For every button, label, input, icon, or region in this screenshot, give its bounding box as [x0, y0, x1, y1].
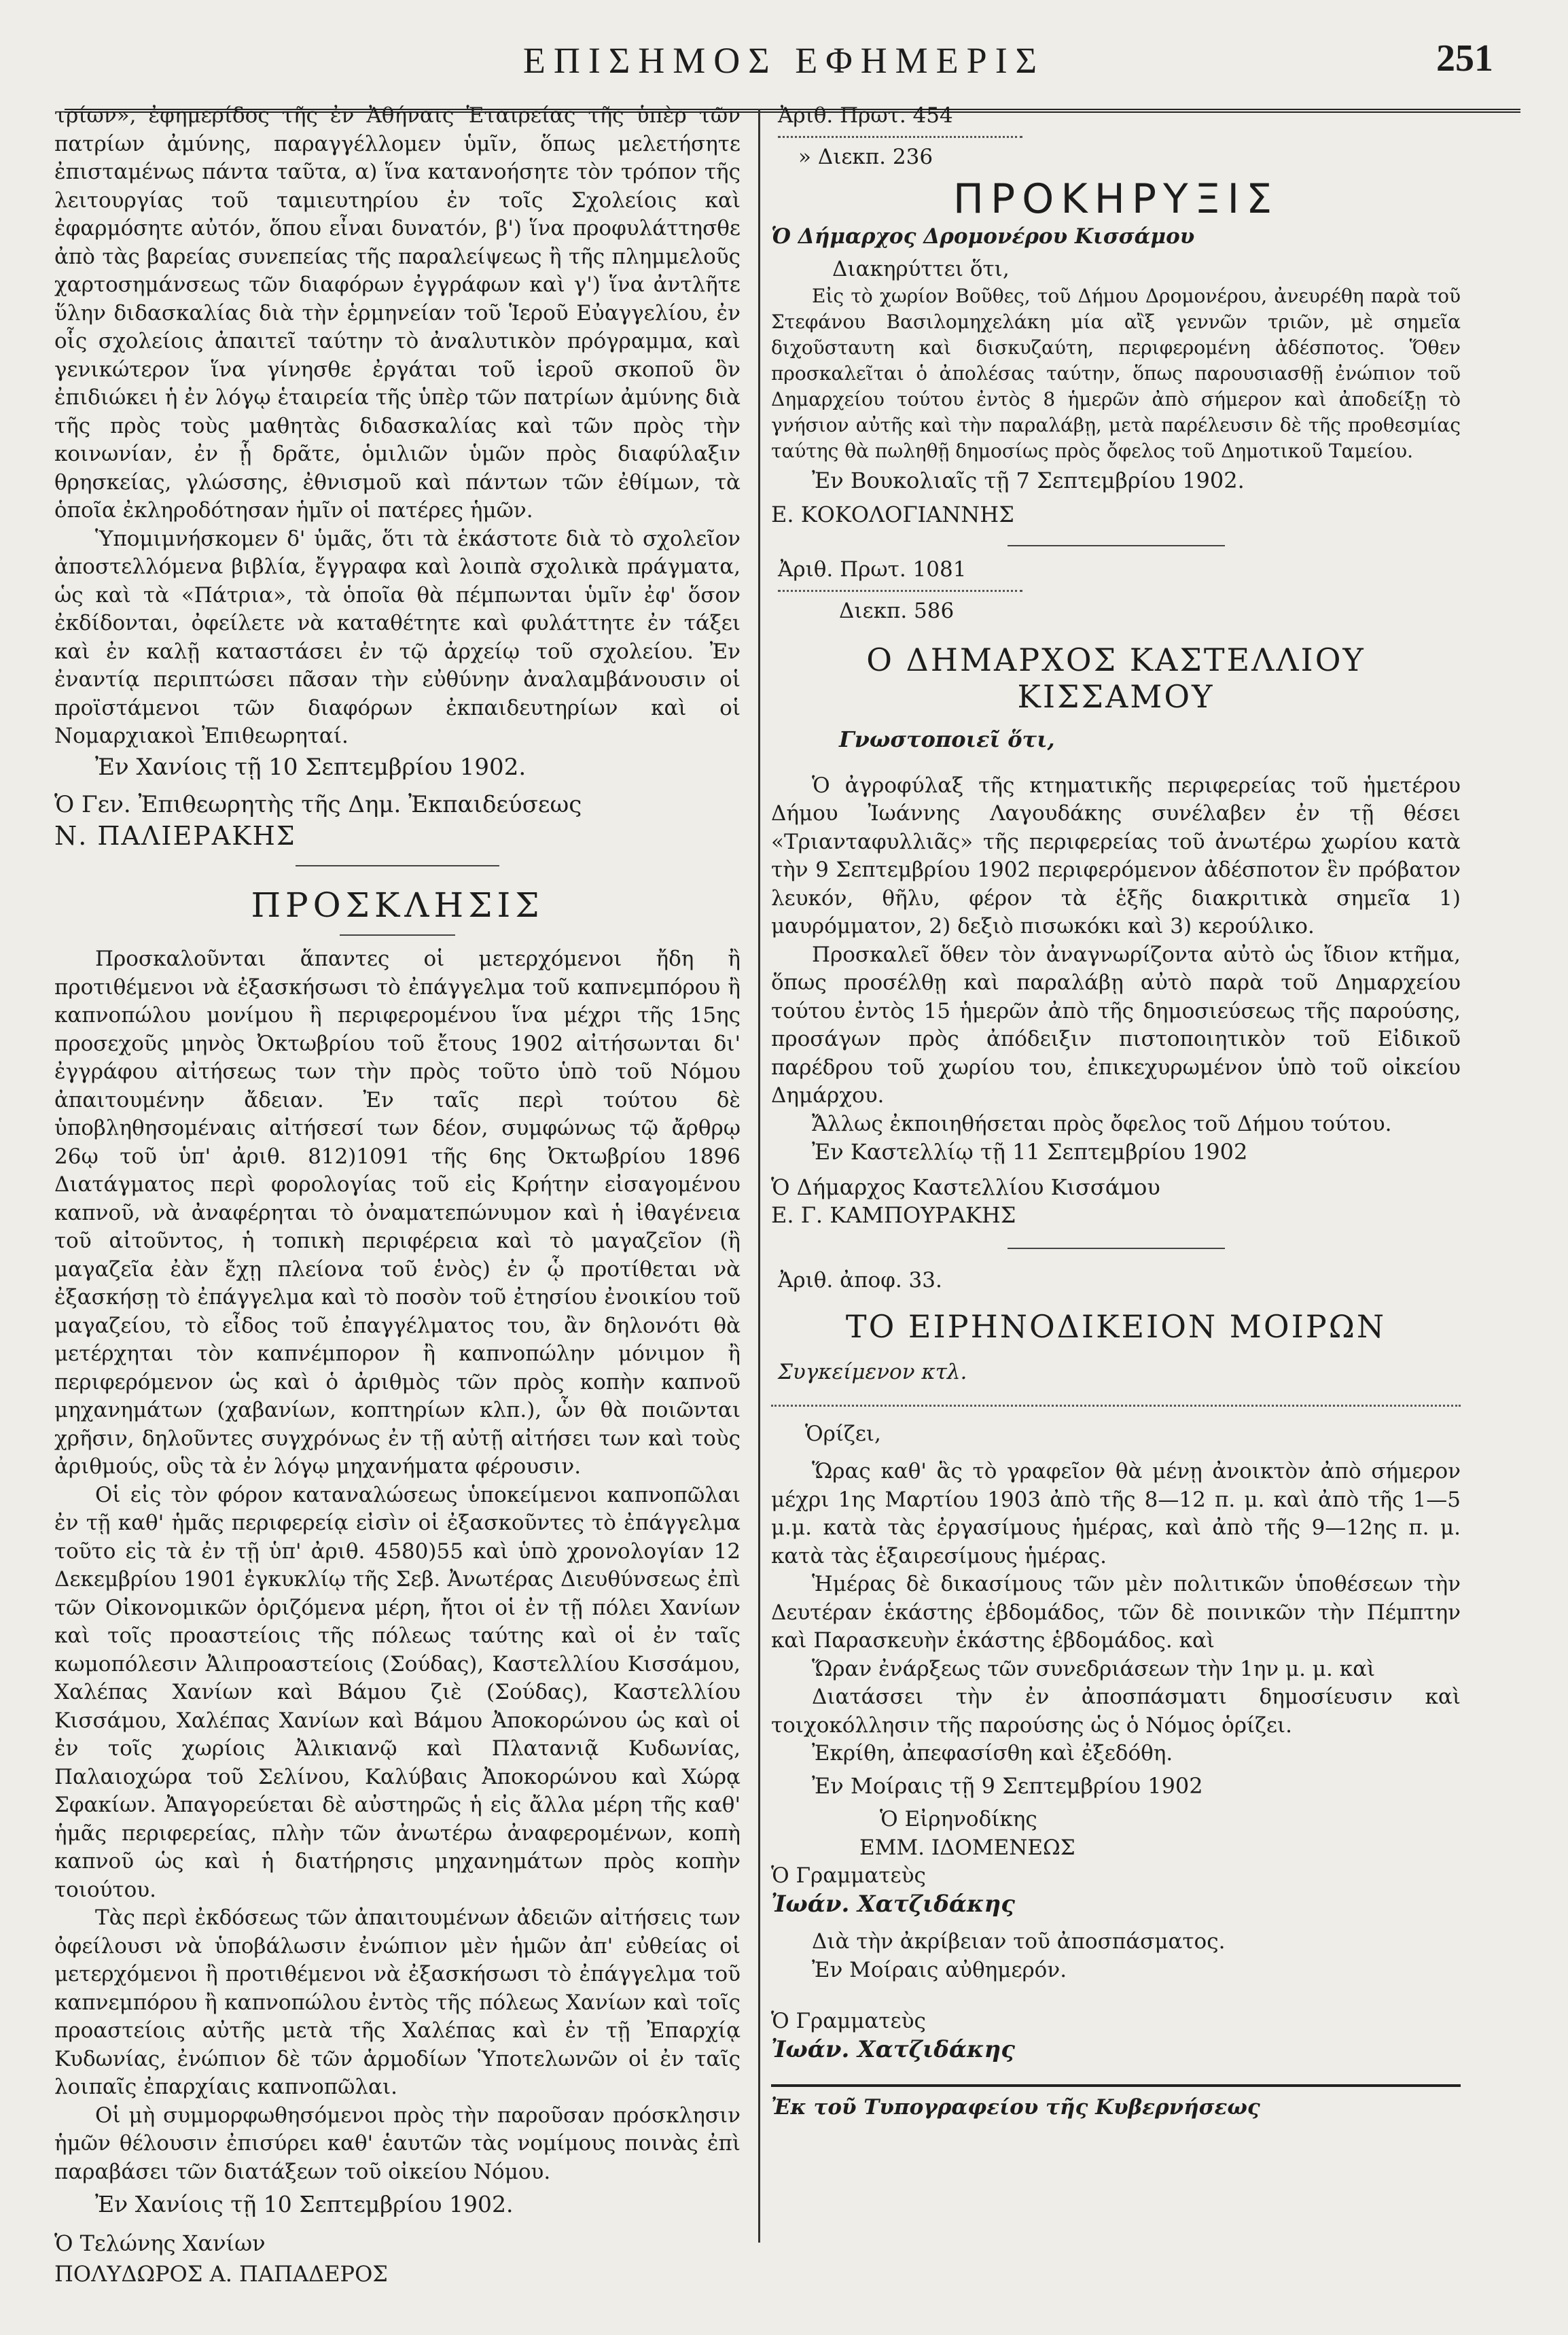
column-divider	[758, 109, 760, 2243]
court-decides: Ὁρίζει,	[805, 1421, 881, 1446]
circular-paragraph: τρίων», ἐφημερίδος τῆς ἐν Ἀθήναις Ἑταιρείας τῆς ὑπὲρ τῶν πατρίων ἀμύνης, παραγγέλλομεν ὑμῖν, ὅπως μελετήσητε ἐπισταμένως πάντα ταῦτα, α) ἵνα κατανοήσητε τὸν τρόπον τῆς λειτουργίας τοῦ ταμιευτηρίου ἐν τοῖς Σχολείοις καὶ ἐφαρμόσητε αὐτόν, ὅπου εἶναι δυνατόν, β') ἵνα προφυλάττησθε ἀπὸ τὰς βαρείας συνεπείας τῆς παραλείψεως ἢ τῆς πλημμελοῦς χαρτοσημάνσεως τῶν διαφόρων ἐγγράφων καὶ γ') ἵνα ἀντλῆτε ὕλην διδασκαλίας διὰ τὴν ἑρμηνείαν τοῦ Ἱεροῦ Εὐαγγελίου, ἐν οἷς σχολείοις ἀπαιτεῖ ταύτην τὸ ἀναλυτικὸν πρόγραμμα, καὶ γενικώτερον ἵνα γίνησθε ἐργάται τοῦ ἱεροῦ σκοποῦ ὃν ἐπιδιώκει ἡ ἐν λόγῳ ἑταιρεία τῆς ὑπὲρ τῶν πατρίων ἀμύνης διὰ τῆς πρὸς τοὺς μαθητὰς διδασκαλίας καὶ τῶν πρὸς τὴν κοινωνίαν, ἐν ᾗ δρᾶτε, ὁμιλιῶν ὑμῶν πρὸς διαφύλαξιν θρησκείας, γλώσσης, ἐθνισμοῦ καὶ πάντων τῶν ἐθίμων, τὰ ὁποῖα ἐκληροδότησαν ἡμῖν οἱ πατέρες ἡμῶν.	[54, 103, 741, 523]
court-paragraph: Ὥρας καθ' ἃς τὸ γραφεῖον θὰ μένῃ ἀνοικτὸν ἀπὸ σήμερον μέχρι 1ης Μαρτίου 1903 ἀπὸ τῆς 8—12 π. μ. καὶ ἀπὸ τῆς 1—5 μ.μ. κατὰ τὰς ἐργασίμους ἡμέρας, καὶ ἀπὸ τῆς 9—12ης π. μ. κατὰ τὰς ἑξαιρεσίμους ἡμέρας.	[771, 1459, 1461, 1568]
court-convened: Συγκείμενον κτλ.	[778, 1360, 967, 1384]
court-date: Ἐν Μοίραις τῇ 9 Σεπτεμβρίου 1902	[812, 1772, 1203, 1799]
proclamation-paragraph: Εἰς τὸ χωρίον Βοῦθες, τοῦ Δήμου Δρομονέρου, ἀνευρέθη παρὰ τοῦ Στεφάνου Βασιλομηχελάκη μία αἲξ γεννῶν τριῶν, μὲ σημεῖα διχοῦσταυτη καὶ δισκυζαύτη, περιφερομένη ἀδέσποτος. Ὅθεν προσκαλεῖται ὁ ἀπολέσας ταύτην, ὅπως παρουσιασθῇ ἐνώπιον τοῦ Δημαρχείου τούτου ἐντὸς 8 ἡμερῶν ἀπὸ σήμερον καὶ ἀποδείξῃ τὸ γνήσιον αὐτῆς καὶ τὴν παραλάβῃ, μετὰ παρέλευσιν δὲ τῆς προθεσμίας ταύτης θὰ πωληθῇ δημοσίως πρὸς ὄφελος τοῦ Δημοτικοῦ Ταμείου.	[771, 285, 1461, 462]
mayor-heading: Ο ΔΗΜΑΡΧΟΣ ΚΑΣΤΕΛΛΙΟΥ ΚΙΣΣΑΜΟΥ	[866, 642, 1366, 715]
circular-paragraph: Ὑπομιμνήσκομεν δ' ὑμᾶς, ὅτι τὰ ἑκάστοτε διὰ τὸ σχολεῖον ἀποστελλόμενα βιβλία, ἔγγραφα καὶ λοιπὰ σχολικὰ πράγματα, ὡς καὶ τὰ «Πάτρια», τὰ ὁποῖα θὰ πέμπωνται ὑμῖν ἐφ' ὅσον ἐκδίδονται, ὀφείλετε νὰ καταθέτητε καὶ φυλάττητε ἐν τάξει καὶ ἐν καλῇ καταστάσει ἐν τῷ ἀρχείῳ τοῦ σχολείου. Ἐν ἐναντίᾳ περιπτώσει πᾶσαν τὴν εὐθύνην ἀναλαμβάνουσιν οἱ προϊστάμενοι τῶν διαφόρων ἐκπαιδευτηρίων καὶ οἱ Νομαρχιακοὶ Ἐπιθεωρηταί.	[54, 526, 741, 748]
clerk-role: Ὁ Γραμματεὺς	[771, 1863, 926, 1888]
decision-number: Ἀριθ. ἀποφ. 33.	[778, 1267, 942, 1293]
reference-number: Ἀριθ. Πρωτ. 1081	[778, 557, 967, 582]
proclamation-date: Ἐν Βουκολιαῖς τῇ 7 Σεπτεμβρίου 1902.	[812, 468, 1245, 493]
invitation-paragraph: Τὰς περὶ ἐκδόσεως τῶν ἀπαιτουμένων ἀδειῶν αἰτήσεις των ὀφείλουσι νὰ ὑποβάλωσιν ἐνώπιον μὲν ἡμῶν ἀπ' εὐθείας οἱ μετερχόμενοι ἢ προτιθέμενοι νὰ ἐξασκήσωσι τὸ ἐπάγγελμα τοῦ καπνεμπόρου ἢ καπνοπώλου ἐντὸς τῆς πόλεως Χανίων καὶ τοῖς προαστείοις αὐτῆς μετὰ τῆς Χαλέπας καὶ ἐν τῇ Ἐπαρχίᾳ Κυδωνίας, ἐνώπιον δὲ τῶν ἁρμοδίων Ὑποτελωνῶν οἱ ἐν ταῖς λοιπαῖς ἐπαρχίαις καπνοπῶλαι.	[54, 1906, 741, 2099]
same-day-note: Ἐν Μοίραις αὐθημερόν.	[812, 1957, 1067, 1982]
proclamation-issuer: Ὁ Δήμαρχος Δρομονέρου Κισσάμου	[771, 224, 1195, 249]
page-number: 251	[1436, 37, 1493, 80]
proclamation-intro: Διακηρύττει ὅτι,	[832, 256, 1010, 281]
invitation-paragraph: Οἱ μὴ συμμορφωθησόμενοι πρὸς τὴν παροῦσαν πρόσκλησιν ἡμῶν θέλουσιν ἐπισύρει καθ' ἑαυτῶν τὰς νομίμους ποινὰς ἐπὶ παραβάσει τῶν διατάξεων τοῦ οἰκείου Νόμου.	[54, 2103, 741, 2184]
mayor-signer-name: Ε. Γ. ΚΑΜΠΟΥΡΑΚΗΣ	[771, 1202, 1016, 1228]
running-head	[0, 27, 1568, 88]
mayor-date: Ἐν Καστελλίῳ τῇ 11 Σεπτεμβρίου 1902	[812, 1139, 1248, 1165]
separator-line	[296, 865, 499, 866]
proclamation-signer: Ε. ΚΟΚΟΛΟΓΙΑΝΝΗΣ	[771, 501, 1014, 527]
invitation-date: Ἐν Χανίοις τῇ 10 Σεπτεμβρίου 1902.	[95, 2191, 514, 2217]
circular-date: Ἐν Χανίοις τῇ 10 Σεπτεμβρίου 1902.	[95, 753, 527, 781]
dotted-rule	[771, 1405, 1461, 1407]
invitation-paragraph: Οἱ εἰς τὸν φόρον καταναλώσεως ὑποκείμενοι καπνοπῶλαι ἐν τῇ καθ' ἡμᾶς περιφερείᾳ εἰσὶν οἱ ἐξασκοῦντες τὸ ἐπάγγελμα τοῦτο εἰς τὰ ἐν τῇ ὑπ' ἀριθ. 4580)55 καὶ ὑπὸ χρονολογίαν 12 Δεκεμβρίου 1901 ἐγκυκλίῳ τῆς Σεβ. Ἀνωτέρας Διευθύνσεως ἐπὶ τῶν Οἰκονομικῶν ὁριζόμενα μέρη, ἤτοι οἱ ἐν τῇ πόλει Χανίων καὶ τοῖς προαστείοις τῆς πόλεως ταύτης καὶ οἱ ἐν ταῖς κωμοπόλεσιν Ἀλιπροαστείοις (Σούδας), Καστελλίου Κισσάμου, Χαλέπας Χανίων καὶ Βάμου ζιὲ (Σούδας), Καστελλίου Κισσάμου, Χαλέπας Χανίων καὶ Βάμου Ἀποκορώνου ὡς καὶ οἱ ἐν τοῖς χωρίοις Ἀλικιανῷ καὶ Πλατανιᾷ Κυδωνίας, Παλαιοχώρα τοῦ Σελίνου, Καλύβαις Ἀποκορώνου καὶ Χώρᾳ Σφακίων. Ἀπαγορεύεται δὲ αὐστηρῶς ἡ εἰς ἄλλα μέρη τῆς καθ' ἡμᾶς περιφερείας, πλὴν τῶν ἀνωτέρω ἀναφερομένων, κοπὴ καπνοῦ ὡς καὶ ἡ διατήρησις μηχανημάτων πρὸς κοπὴν τοιούτου.	[54, 1482, 741, 1902]
court-paragraph: Ὥραν ἐνάρξεως τῶν συνεδριάσεων τὴν 1ην μ. μ. καὶ	[812, 1656, 1376, 1681]
left-column	[54, 102, 741, 2289]
right-column	[771, 102, 1461, 2122]
mayor-intro: Γνωστοποιεῖ ὅτι,	[839, 726, 1055, 752]
court-paragraph: Διατάσσει τὴν ἐν ἀποσπάσματι δημοσίευσιν καὶ τοιχοκόλλησιν τῆς παρούσης ὡς ὁ Νόμος ὁρίζει.	[771, 1685, 1461, 1738]
footer-rule	[771, 2084, 1461, 2087]
printer-imprint: Ἐκ τοῦ Τυπογραφείου τῆς Κυβερνήσεως	[771, 2095, 1260, 2120]
judge-name: ΕΜΜ. ΙΔΟΜΕΝΕΩΣ	[859, 1835, 1075, 1860]
reference-number: Ἀριθ. Πρωτ. 454	[778, 103, 953, 128]
clerk-name: Ἰωάν. Χατζιδάκης	[771, 2035, 1015, 2063]
dispatch-number: » Διεκπ. 236	[798, 144, 933, 169]
gazette-title: ΕΠΙΣΗΜΟΣ ΕΦΗΜΕΡΙΣ	[522, 40, 1046, 81]
separator-line	[1008, 1248, 1225, 1249]
separator-line	[340, 934, 455, 936]
mayor-paragraph: Ἄλλως ἐκποιηθήσεται πρὸς ὄφελος τοῦ Δήμου τούτου.	[812, 1111, 1392, 1136]
invitation-signer-role: Ὁ Τελώνης Χανίων	[54, 2230, 266, 2256]
separator-line	[1008, 545, 1225, 546]
accuracy-note: Διὰ τὴν ἀκρίβειαν τοῦ ἀποσπάσματος.	[812, 1929, 1226, 1954]
circular-signer-name: Ν. ΠΑΛΙΕΡΑΚΗΣ	[54, 820, 296, 851]
mayor-paragraph: Προσκαλεῖ ὅθεν τὸν ἀναγνωρίζοντα αὐτὸ ὡς ἴδιον κτῆμα, ὅπως προσέλθῃ καὶ παραλάβῃ αὐτὸ παρὰ τοῦ Δημαρχείου τούτου ἐντὸς 15 ἡμερῶν ἀπὸ τῆς δημοσιεύσεως τῆς παρούσης, προσάγων πρὸς ἀπόδειξιν πιστοποιητικὸν τοῦ Εἰδικοῦ παρέδρου τοῦ χωρίου του, ἐπικεχυρωμένον ὑπὸ τοῦ οἰκείου Δημάρχου.	[771, 942, 1461, 1108]
invitation-heading: ΠΡΟΣΚΛΗΣΙΣ	[251, 885, 544, 925]
mayor-paragraph: Ὁ ἀγροφύλαξ τῆς κτηματικῆς περιφερείας τοῦ ἡμετέρου Δήμου Ἰωάννης Λαγουδάκης συνέλαβεν ἐν τῇ θέσει «Τριανταφυλλιᾶς» τῆς περιφερείας τοῦ ἀνωτέρω χωρίου κατὰ τὴν 9 Σεπτεμβρίου 1902 περιφερόμενον ἀδέσποτον ἓν πρόβατον λευκόν, θῆλυ, φέρον τὰ ἑξῆς διακριτικὰ σημεῖα 1) μαυρόμματον, 2) δεξιὸ πισωκόκι καὶ 3) κερούλικο.	[771, 773, 1461, 938]
invitation-signer-name: ΠΟΛΥΔΩΡΟΣ Α. ΠΑΠΑΔΕΡΟΣ	[54, 2261, 388, 2287]
mayor-signer-role: Ὁ Δήμαρχος Καστελλίου Κισσάμου	[771, 1174, 1160, 1200]
court-paragraph: Ἐκρίθη, ἀπεφασίσθη καὶ ἐξεδόθη.	[812, 1741, 1173, 1766]
court-heading: ΤΟ ΕΙΡΗΝΟΔΙΚΕΙΟΝ ΜΟΙΡΩΝ	[845, 1308, 1387, 1345]
invitation-paragraph: Προσκαλοῦνται ἅπαντες οἱ μετερχόμενοι ἤδη ἢ προτιθέμενοι νὰ ἐξασκήσωσι τὸ ἐπάγγελμα τοῦ καπνεμπόρου ἢ καπνοπώλου μονίμου ἢ περιφερομένου ἵνα μέχρι τῆς 15ης προσεχοῦς μηνὸς Ὀκτωβρίου τοῦ ἔτους 1902 αἰτήσωνται δι' ἐγγράφου αἰτήσεως των τὴν πρὸς τοῦτο ὑπὸ τοῦ Νόμου ἀπαιτουμένην ἄδειαν. Ἐν ταῖς περὶ τούτου δὲ ὑποβληθησομέναις αἰτήσεσί των δέον, συμφώνως τῷ ἄρθρῳ 26ῳ τοῦ ὑπ' ἀριθ. 812)1091 τῆς 6ης Ὀκτωβρίου 1896 Διατάγματος περὶ φορολογίας τοῦ εἰς Κρήτην εἰσαγομένου καπνοῦ, νὰ ἀναφέρηται τὸ ὀναματεπώνυμον καὶ ἡ ἰθαγένεια τοῦ αἰτοῦντος, ἡ τοπικὴ περιφέρεια καὶ τὸ μαγαζεῖον (ἢ μαγαζεῖα ἐὰν ἔχῃ πλείονα τοῦ ἑνὸς) ἐν ᾧ προτίθεται νὰ ἐξασκήσῃ τὸ ἐπάγγελμα καὶ τὸ ποσὸν τοῦ ἐτησίου ἐνοικίου τοῦ μαγαζείου, τὸ εἶδος τοῦ ἐπαγγέλματος του, ἂν δηλονότι θὰ μετέρχηται τὸν καπνέμπορον ἢ καπνοπώλην μόνιμον ἢ περιφερόμενον ὡς καὶ ὁ ἀριθμὸς τῶν πρὸς κοπὴν καπνοῦ μηχανημάτων (χαβανίων, κοπτηρίων κλπ.), ὧν θὰ ποιῶνται χρῆσιν, δηλοῦντες συγχρόνως ἐν τῇ αὐτῇ αἰτήσει των καὶ τοὺς ἀριθμούς, οὓς τὰ ἐν λόγῳ μηχανήματα φέρουσιν.	[54, 947, 741, 1479]
proclamation-heading: ΠΡΟΚΗΡΥΞΙΣ	[952, 175, 1279, 223]
dispatch-number: Διεκπ. 586	[839, 598, 955, 623]
clerk-role: Ὁ Γραμματεὺς	[771, 2009, 926, 2033]
circular-signer-role: Ὁ Γεν. Ἐπιθεωρητὴς τῆς Δημ. Ἐκπαιδεύσεως	[54, 791, 582, 818]
dotted-rule	[778, 136, 1022, 138]
court-paragraph: Ἡμέρας δὲ δικασίμους τῶν μὲν πολιτικῶν ὑποθέσεων τὴν Δευτέραν ἑκάστης ἑβδομάδος, τῶν δὲ ποινικῶν τὴν Πέμπτην καὶ Παρασκευὴν ἑκάστης ἑβδομάδος. καὶ	[771, 1572, 1461, 1653]
clerk-name: Ἰωάν. Χατζιδάκης	[771, 1890, 1015, 1918]
dotted-rule	[778, 590, 1022, 592]
judge-role: Ὁ Εἰρηνοδίκης	[880, 1807, 1037, 1831]
